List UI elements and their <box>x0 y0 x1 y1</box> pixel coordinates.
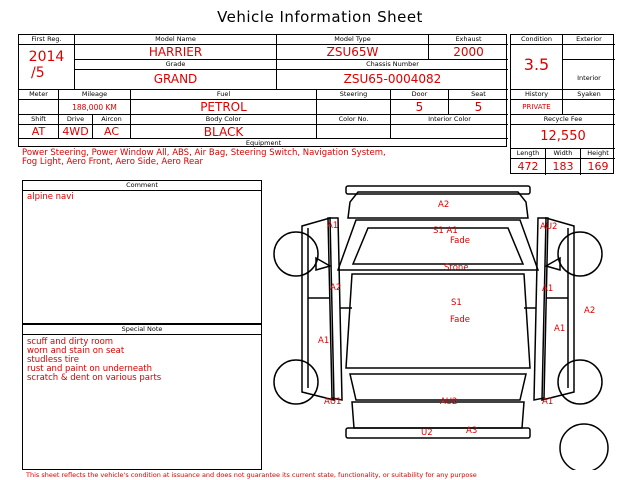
damage-label: A1 <box>327 221 339 231</box>
interior-color-label: Interior Color <box>391 115 508 125</box>
equipment-label: Equipment <box>245 139 282 147</box>
damage-label: A3 <box>466 426 478 436</box>
comment-text: alpine navi <box>27 192 74 202</box>
exterior-label: Exterior <box>563 35 615 45</box>
steering-label: Steering <box>317 90 390 100</box>
special-note-item: worn and stain on seat <box>27 346 125 356</box>
damage-label: S1 A1 <box>433 226 458 236</box>
fuel-label: Fuel <box>131 90 316 100</box>
damage-label: Stone <box>444 263 469 273</box>
height-label: Height <box>581 149 615 159</box>
syaken-label: Syaken <box>563 90 615 100</box>
special-note-item: rust and paint on underneath <box>27 364 153 374</box>
model-type-value: ZSU65W <box>326 45 379 59</box>
color-no-label: Color No. <box>317 115 390 125</box>
mileage-value: 188,000 KM <box>72 103 117 112</box>
first-reg-label: First Reg. <box>19 35 74 45</box>
chassis-label: Chassis Number <box>277 60 508 70</box>
length-label: Length <box>511 149 545 159</box>
damage-label: A2 <box>584 306 596 316</box>
damage-label: Fade <box>450 236 470 246</box>
recycle-fee-value: 12,550 <box>540 129 586 144</box>
condition-value: 3.5 <box>523 55 550 74</box>
damage-label: S1 <box>451 298 462 308</box>
condition-label: Condition <box>511 35 562 45</box>
equipment-line: Fog Light, Aero Front, Aero Side, Aero Rear <box>22 157 203 167</box>
special-note-item: scuff and dirty room <box>27 337 114 347</box>
damage-label: A1 <box>542 284 554 294</box>
disclaimer: This sheet reflects the vehicle's condition at issuance and does not guarantee its current state, functionality, or suitability for any purpose <box>26 471 477 479</box>
exhaust-label: Exhaust <box>429 35 508 45</box>
special-note-label: Special Note <box>23 324 261 335</box>
meter-label: Meter <box>19 90 58 100</box>
fuel-value: PETROL <box>200 100 247 114</box>
height-value: 169 <box>587 160 609 173</box>
interior-label: Interior <box>577 74 601 82</box>
recycle-fee-label: Recycle Fee <box>511 115 615 125</box>
damage-label: A2 <box>330 283 342 293</box>
damage-label: U2 <box>421 428 433 438</box>
damage-label: A2 <box>438 200 450 210</box>
grade-label: Grade <box>75 60 276 70</box>
width-value: 183 <box>552 160 574 173</box>
aircon-value: AC <box>103 125 119 138</box>
drive-value: 4WD <box>62 125 89 138</box>
body-color-label: Body Color <box>131 115 316 125</box>
equipment-line: Power Steering, Power Window All, ABS, Air Bag, Steering Switch, Navigation System, <box>22 148 386 158</box>
chassis-value: ZSU65-0004082 <box>343 72 442 86</box>
exhaust-value: 2000 <box>453 45 484 59</box>
shift-value: AT <box>31 125 46 138</box>
drive-label: Drive <box>59 115 92 125</box>
seat-label: Seat <box>449 90 508 100</box>
damage-label: A1 <box>542 397 554 407</box>
damage-label: AU2 <box>540 222 558 232</box>
history-label: History <box>511 90 562 100</box>
special-note-item: studless tire <box>27 355 79 365</box>
seat-value: 5 <box>474 100 483 114</box>
model-type-label: Model Type <box>277 35 428 45</box>
damage-label: AU2 <box>440 397 458 407</box>
special-note-item: scratch & dent on various parts <box>27 373 162 383</box>
aircon-label: Aircon <box>93 115 130 125</box>
first-reg-month: /5 <box>31 65 45 81</box>
body-color-value: BLACK <box>203 125 244 139</box>
door-label: Door <box>391 90 448 100</box>
sheet-title: Vehicle Information Sheet <box>217 8 423 26</box>
damage-label: Fade <box>450 315 470 325</box>
length-value: 472 <box>517 160 539 173</box>
first-reg-year: 2014 <box>28 49 65 65</box>
comment-label: Comment <box>23 181 261 191</box>
model-name-value: HARRIER <box>148 45 203 59</box>
damage-label: AU1 <box>324 397 342 407</box>
damage-label: A1 <box>554 324 566 334</box>
width-label: Width <box>546 149 580 159</box>
model-name-label: Model Name <box>75 35 276 45</box>
history-value: PRIVATE <box>522 103 551 111</box>
grade-value: GRAND <box>153 72 198 86</box>
door-value: 5 <box>415 100 424 114</box>
damage-label: A1 <box>318 336 330 346</box>
shift-label: Shift <box>19 115 58 125</box>
mileage-label: Mileage <box>59 90 130 100</box>
